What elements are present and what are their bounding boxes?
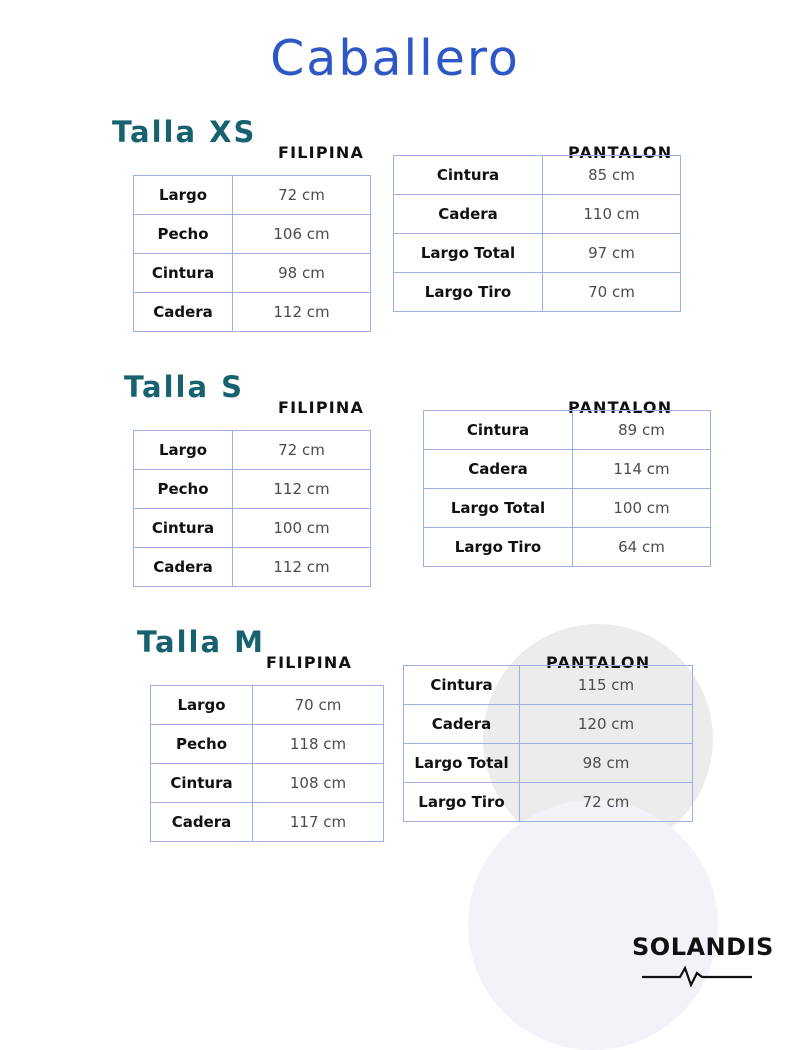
table-row [134, 215, 371, 254]
measure-name: Cadera [424, 450, 573, 489]
brand-logo [632, 933, 774, 992]
measure-value: 72 cm [520, 783, 693, 822]
pantalon-header: PANTALON [546, 653, 651, 672]
size-label: Talla S [124, 370, 245, 404]
table-row [151, 803, 384, 842]
measure-name: Largo Tiro [424, 528, 573, 567]
size-block [0, 370, 790, 603]
pantalon-header: PANTALON [568, 398, 673, 417]
measure-value: 70 cm [253, 686, 384, 725]
page-title: Caballero [270, 30, 520, 87]
size-block [0, 115, 790, 348]
measure-value: 72 cm [233, 176, 371, 215]
measure-value: 112 cm [233, 548, 371, 587]
table-row [134, 176, 371, 215]
measure-value: 117 cm [253, 803, 384, 842]
measure-value: 112 cm [233, 470, 371, 509]
measure-value: 97 cm [543, 234, 681, 273]
measure-value: 98 cm [520, 744, 693, 783]
measure-value: 118 cm [253, 725, 384, 764]
measure-value: 112 cm [233, 293, 371, 332]
measure-name: Cadera [134, 548, 233, 587]
measure-name: Cintura [134, 254, 233, 293]
measure-value: 115 cm [520, 666, 693, 705]
table-row [134, 548, 371, 587]
size-block [0, 625, 790, 858]
table-row [394, 195, 681, 234]
measure-name: Pecho [134, 215, 233, 254]
pantalon-header: PANTALON [568, 143, 673, 162]
measure-name: Largo Tiro [404, 783, 520, 822]
measure-name: Pecho [134, 470, 233, 509]
measure-name: Largo Total [424, 489, 573, 528]
filipina-table [133, 175, 371, 332]
table-row [404, 705, 693, 744]
filipina-header: FILIPINA [278, 398, 365, 417]
measure-value: 89 cm [573, 411, 711, 450]
filipina-header: FILIPINA [266, 653, 353, 672]
table-row [134, 431, 371, 470]
measure-value: 108 cm [253, 764, 384, 803]
measure-value: 64 cm [573, 528, 711, 567]
filipina-header: FILIPINA [278, 143, 365, 162]
table-row [134, 254, 371, 293]
measure-name: Cadera [394, 195, 543, 234]
table-row [134, 470, 371, 509]
measure-name: Cintura [404, 666, 520, 705]
measure-value: 114 cm [573, 450, 711, 489]
measure-name: Largo Total [404, 744, 520, 783]
measure-name: Pecho [151, 725, 253, 764]
measure-value: 70 cm [543, 273, 681, 312]
measure-name: Largo [134, 431, 233, 470]
size-blocks [0, 115, 790, 858]
measure-name: Largo [134, 176, 233, 215]
filipina-table [150, 685, 384, 842]
measure-name: Largo Total [394, 234, 543, 273]
pantalon-table [393, 155, 681, 312]
pantalon-table [423, 410, 711, 567]
table-row [151, 725, 384, 764]
measure-name: Cadera [404, 705, 520, 744]
measure-name: Cadera [151, 803, 253, 842]
measure-value: 120 cm [520, 705, 693, 744]
table-row [424, 450, 711, 489]
measure-value: 72 cm [233, 431, 371, 470]
measure-name: Largo Tiro [394, 273, 543, 312]
table-row [151, 686, 384, 725]
measure-name: Largo [151, 686, 253, 725]
measure-value: 100 cm [573, 489, 711, 528]
measure-value: 85 cm [543, 156, 681, 195]
table-row [134, 293, 371, 332]
table-row [424, 411, 711, 450]
table-row [134, 509, 371, 548]
measure-value: 110 cm [543, 195, 681, 234]
table-row [404, 744, 693, 783]
measure-name: Cintura [394, 156, 543, 195]
measure-name: Cadera [134, 293, 233, 332]
brand-name: SOLANDIS [632, 933, 774, 961]
size-label: Talla XS [112, 115, 257, 149]
table-row [151, 764, 384, 803]
measure-value: 98 cm [233, 254, 371, 293]
table-row [394, 273, 681, 312]
table-row [404, 783, 693, 822]
measure-name: Cintura [134, 509, 233, 548]
table-row [424, 528, 711, 567]
measure-name: Cintura [151, 764, 253, 803]
measure-value: 100 cm [233, 509, 371, 548]
table-row [424, 489, 711, 528]
measure-name: Cintura [424, 411, 573, 450]
pantalon-table [403, 665, 693, 822]
measure-value: 106 cm [233, 215, 371, 254]
table-row [404, 666, 693, 705]
heartbeat-icon [632, 961, 762, 987]
filipina-table [133, 430, 371, 587]
table-row [394, 156, 681, 195]
size-label: Talla M [137, 625, 266, 659]
table-row [394, 234, 681, 273]
